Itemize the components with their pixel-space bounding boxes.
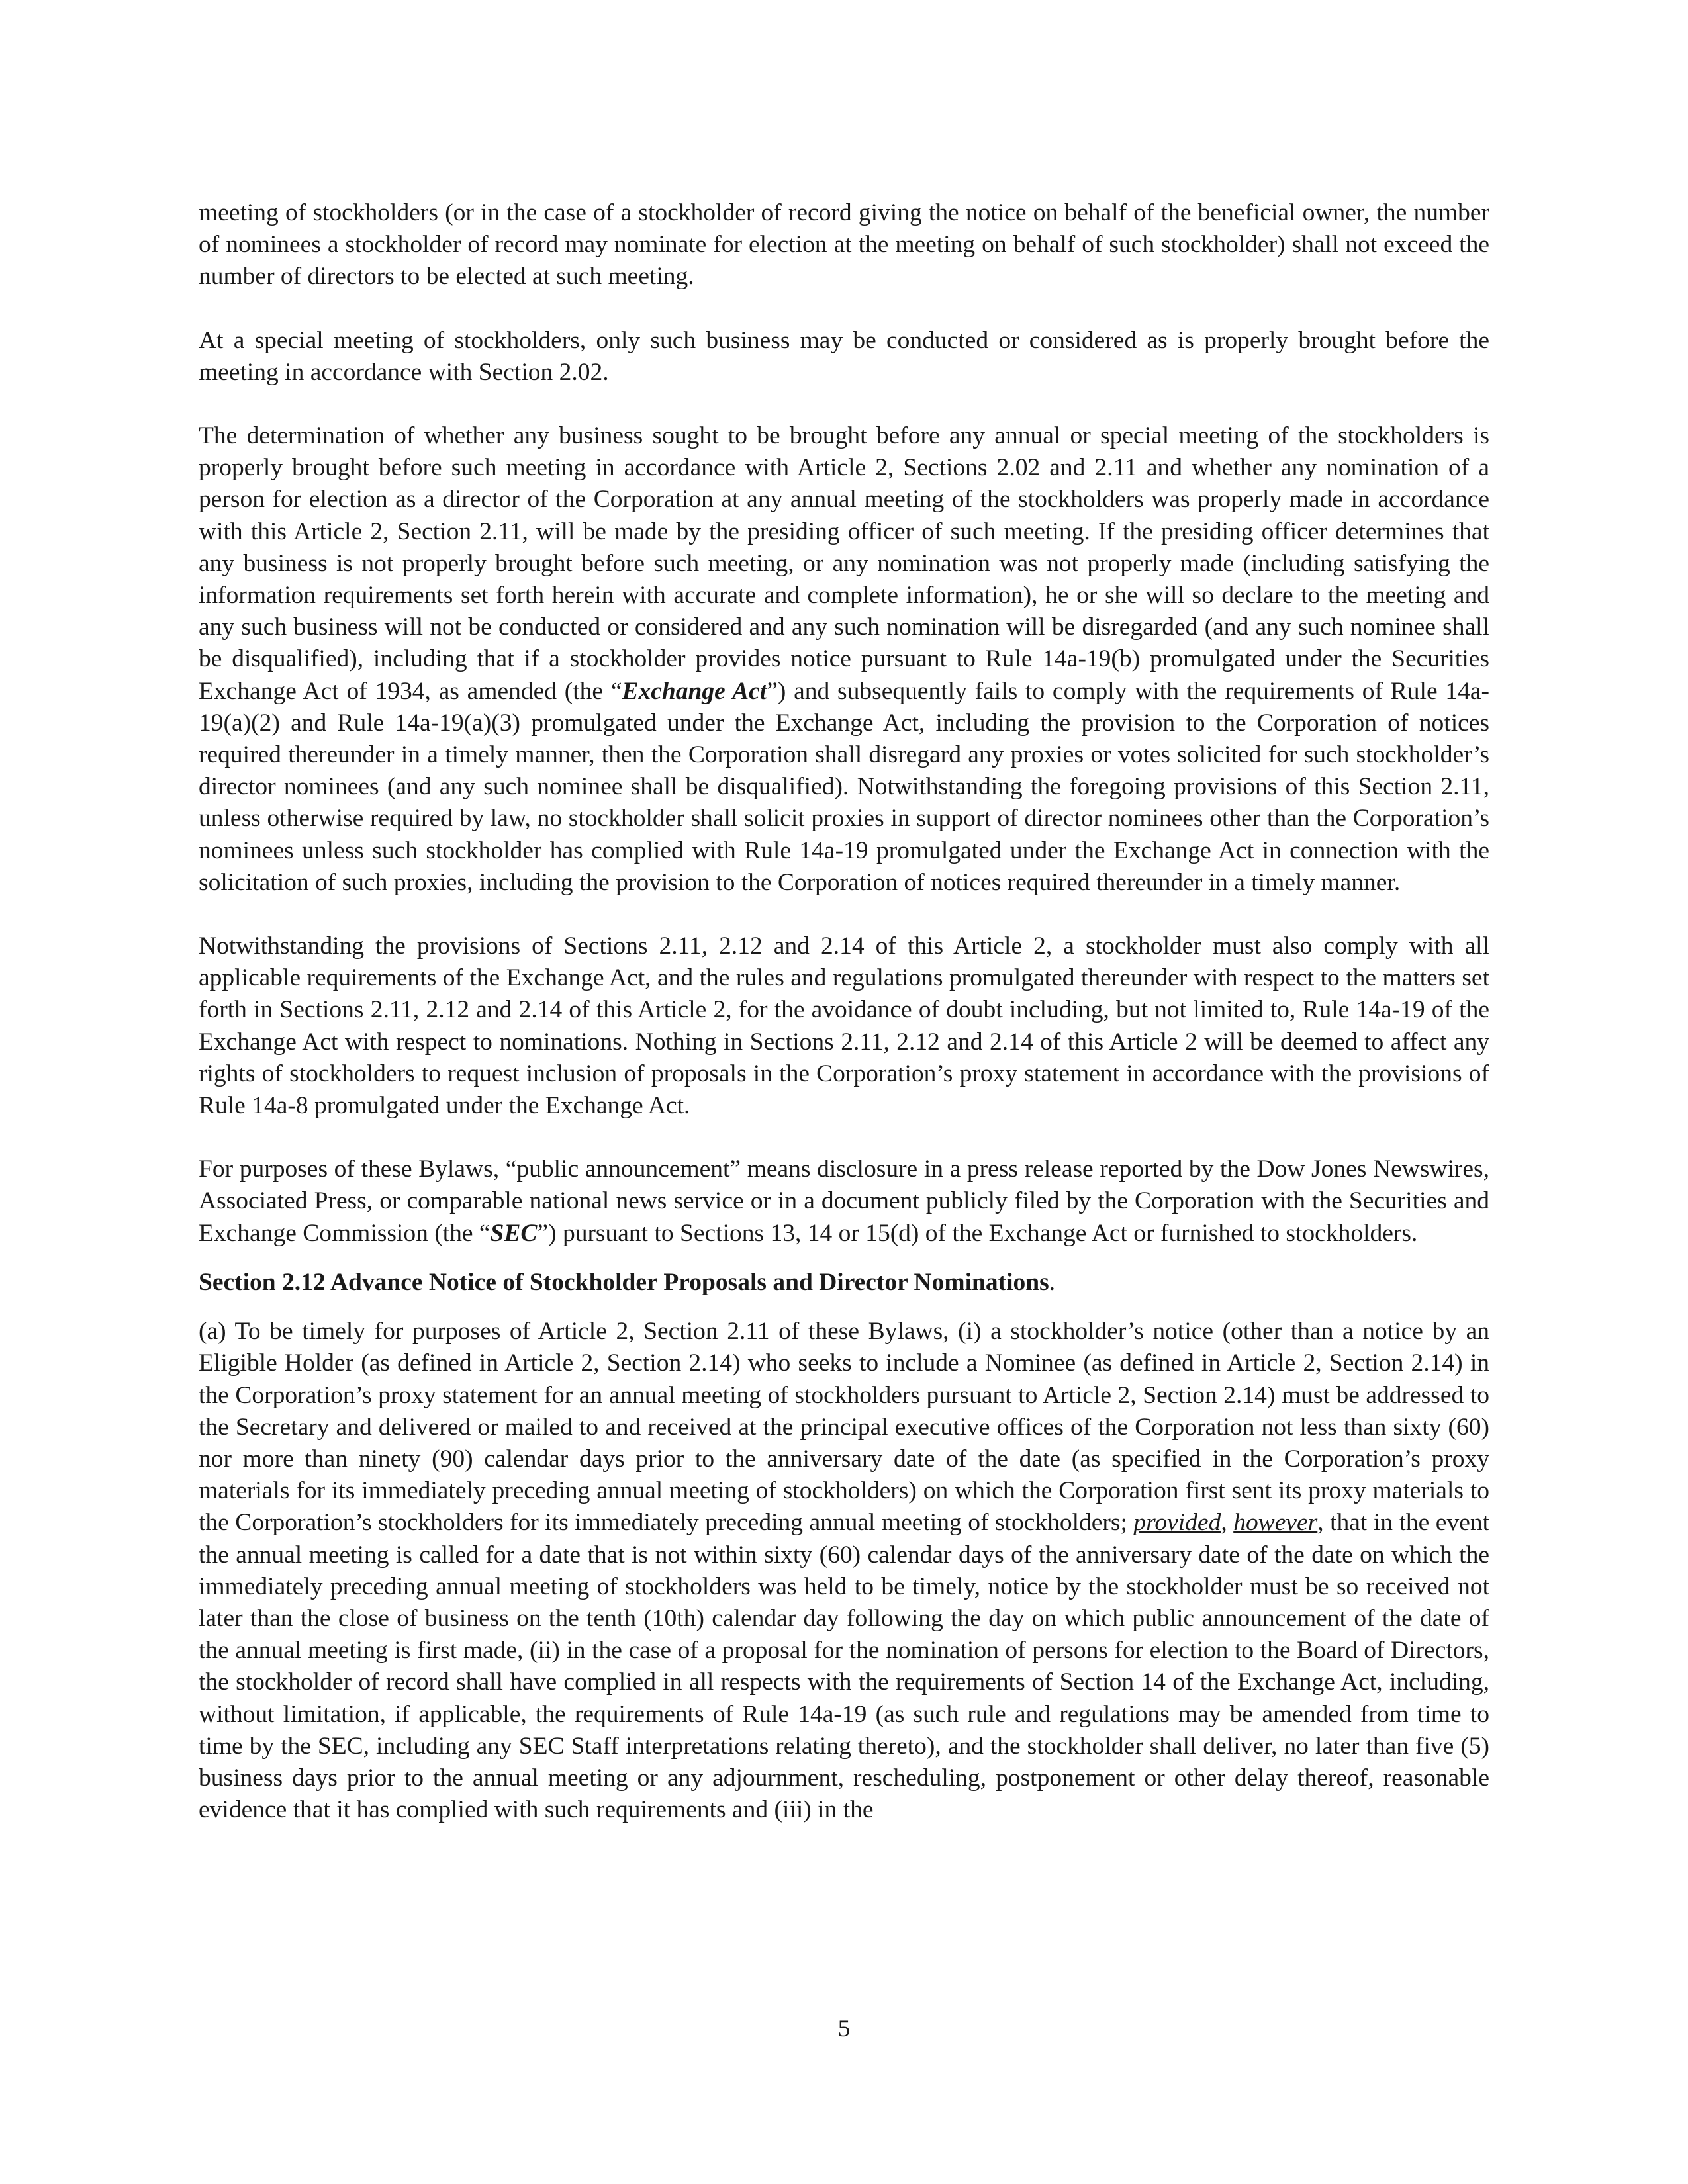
paragraph-timely-notice bbox=[199, 1316, 1489, 1826]
defined-term-sec: SEC bbox=[490, 1219, 538, 1247]
paragraph-nominee-limit: meeting of stockholders (or in the case of a stockholder of record giving the notice on behalf of the beneficial owner, the number of nominees a stockholder of record may nominate for election at the meeting on behalf of such stockholder) shall not exceed the number of directors to be elected at such meeting. bbox=[199, 199, 1489, 291]
text-segment: ”) and subsequently fails to comply with the requirements of Rule 14a-19(a)(2) and Rule 14a-19(a)(3) promulgated under the Exchange Act, including the provision to the Corporation of notices required thereunder in a timely manner, then the Corporation shall disregard any proxies or votes solicited for such stockholder’s director nominees (and any such nominee shall be disqualified). Notwithstanding the foregoing provisions of this Section 2.11, unless otherwise required by law, no stockholder shall solicit proxies in support of director nominees other than the Corporation’s nominees unless such stockholder has complied with Rule 14a-19 promulgated under the Exchange Act in connection with the solicitation of such proxies, including the provision to the Corporation of notices required thereunder in a timely manner. bbox=[199, 677, 1490, 896]
defined-term-exchange-act: Exchange Act bbox=[622, 677, 767, 705]
text-segment: For purposes of these Bylaws, “public announcement” means disclosure in a press release reported by the Dow Jones Newswires, Associated Press, or comparable national news service or in a document publicly filed by the Corporation with the Securities and Exchange Commission (the “ bbox=[199, 1156, 1489, 1247]
text-segment: The determination of whether any business sought to be brought before any annual or special meeting of the stockholders is properly brought before such meeting in accordance with Article 2, Sections 2.02 and 2.11 and whether any nomination of a person for election as a director of the Corporation at any annual meeting of the stockholders was properly made in accordance with this Article 2, Section 2.11, will be made by the presiding officer of such meeting. If the presiding officer determines that any business is not properly brought before such meeting, or any nomination was not properly made (including satisfying the information requirements set forth herein with accurate and complete information), he or she will so declare to the meeting and any such business will not be conducted or considered and any such nomination will be disregarded (and any such nominee shall be disqualified), including that if a stockholder provides notice pursuant to Rule 14a-19(b) promulgated under the Securities Exchange Act of 1934, as amended (the “ bbox=[199, 422, 1489, 705]
document-page bbox=[199, 197, 1489, 1858]
term-provided: provided bbox=[1133, 1509, 1221, 1537]
section-heading bbox=[199, 1267, 1489, 1298]
page-number: 5 bbox=[837, 2015, 851, 2042]
paragraph-exchange-act-compliance: Notwithstanding the provisions of Sections 2.11, 2.12 and 2.14 of this Article 2, a stockholder must also comply with all applicable requirements of the Exchange Act, and the rules and regulations promulgated thereunder with respect to the matters set forth in Sections 2.11, 2.12 and 2.14 of this Article 2, for the avoidance of doubt including, but not limited to, Rule 14a-19 of the Exchange Act with respect to nominations. Nothing in Sections 2.11, 2.12 and 2.14 of this Article 2 will be deemed to affect any rights of stockholders to request inclusion of proposals in the Corporation’s proxy statement in accordance with the provisions of Rule 14a-8 promulgated under the Exchange Act. bbox=[199, 933, 1489, 1120]
text-segment: (a) To be timely for purposes of Article 2, Section 2.11 of these Bylaws, (i) a stockholder’s notice (other than a notice by an Eligible Holder (as defined in Article 2, Section 2.14) who seeks to include a Nominee (as defined in Article 2, Section 2.14) in the Corporation’s proxy statement for an annual meeting of stockholders pursuant to Article 2, Section 2.14) must be addressed to the Secretary and delivered or mailed to and received at the principal executive offices of the Corporation not less than sixty (60) nor more than ninety (90) calendar days prior to the anniversary date of the date (as specified in the Corporation’s proxy materials for its immediately preceding annual meeting of stockholders) on which the Corporation first sent its proxy materials to the Corporation’s stockholders for its immediately preceding annual meeting of stockholders; bbox=[199, 1318, 1489, 1537]
paragraph-determination bbox=[199, 420, 1489, 899]
term-however: however bbox=[1233, 1509, 1318, 1537]
paragraph-public-announcement bbox=[199, 1154, 1489, 1250]
text-segment: ”) pursuant to Sections 13, 14 or 15(d) of the Exchange Act or furnished to stockholders. bbox=[537, 1219, 1418, 1247]
section-heading-title: Section 2.12 Advance Notice of Stockholder Proposals and Director Nominations bbox=[199, 1268, 1049, 1296]
paragraph-special-meeting: At a special meeting of stockholders, only such business may be conducted or considered as is properly brought before the meeting in accordance with Section 2.02. bbox=[199, 326, 1489, 386]
text-segment: , bbox=[1221, 1509, 1234, 1537]
section-heading-period: . bbox=[1049, 1268, 1056, 1296]
text-segment: , that in the event the annual meeting is called for a date that is not within sixty (60) calendar days of the anniversary date of the date on which the immediately preceding annual meeting of stockholders was held to be timely, notice by the stockholder must be so received not later than the close of business on the tenth (10th) calendar day following the day on which public announcement of the date of the annual meeting is first made, (ii) in the case of a proposal for the nomination of persons for election to the Board of Directors, the stockholder of record shall have complied in all respects with the requirements of Section 14 of the Exchange Act, including, without limitation, if applicable, the requirements of Rule 14a-19 (as such rule and regulations may be amended from time to time by the SEC, including any SEC Staff interpretations relating thereto), and the stockholder shall deliver, no later than five (5) business days prior to the annual meeting or any adjournment, rescheduling, postponement or other delay thereof, reasonable evidence that it has complied with such requirements and (iii) in the bbox=[199, 1509, 1490, 1824]
